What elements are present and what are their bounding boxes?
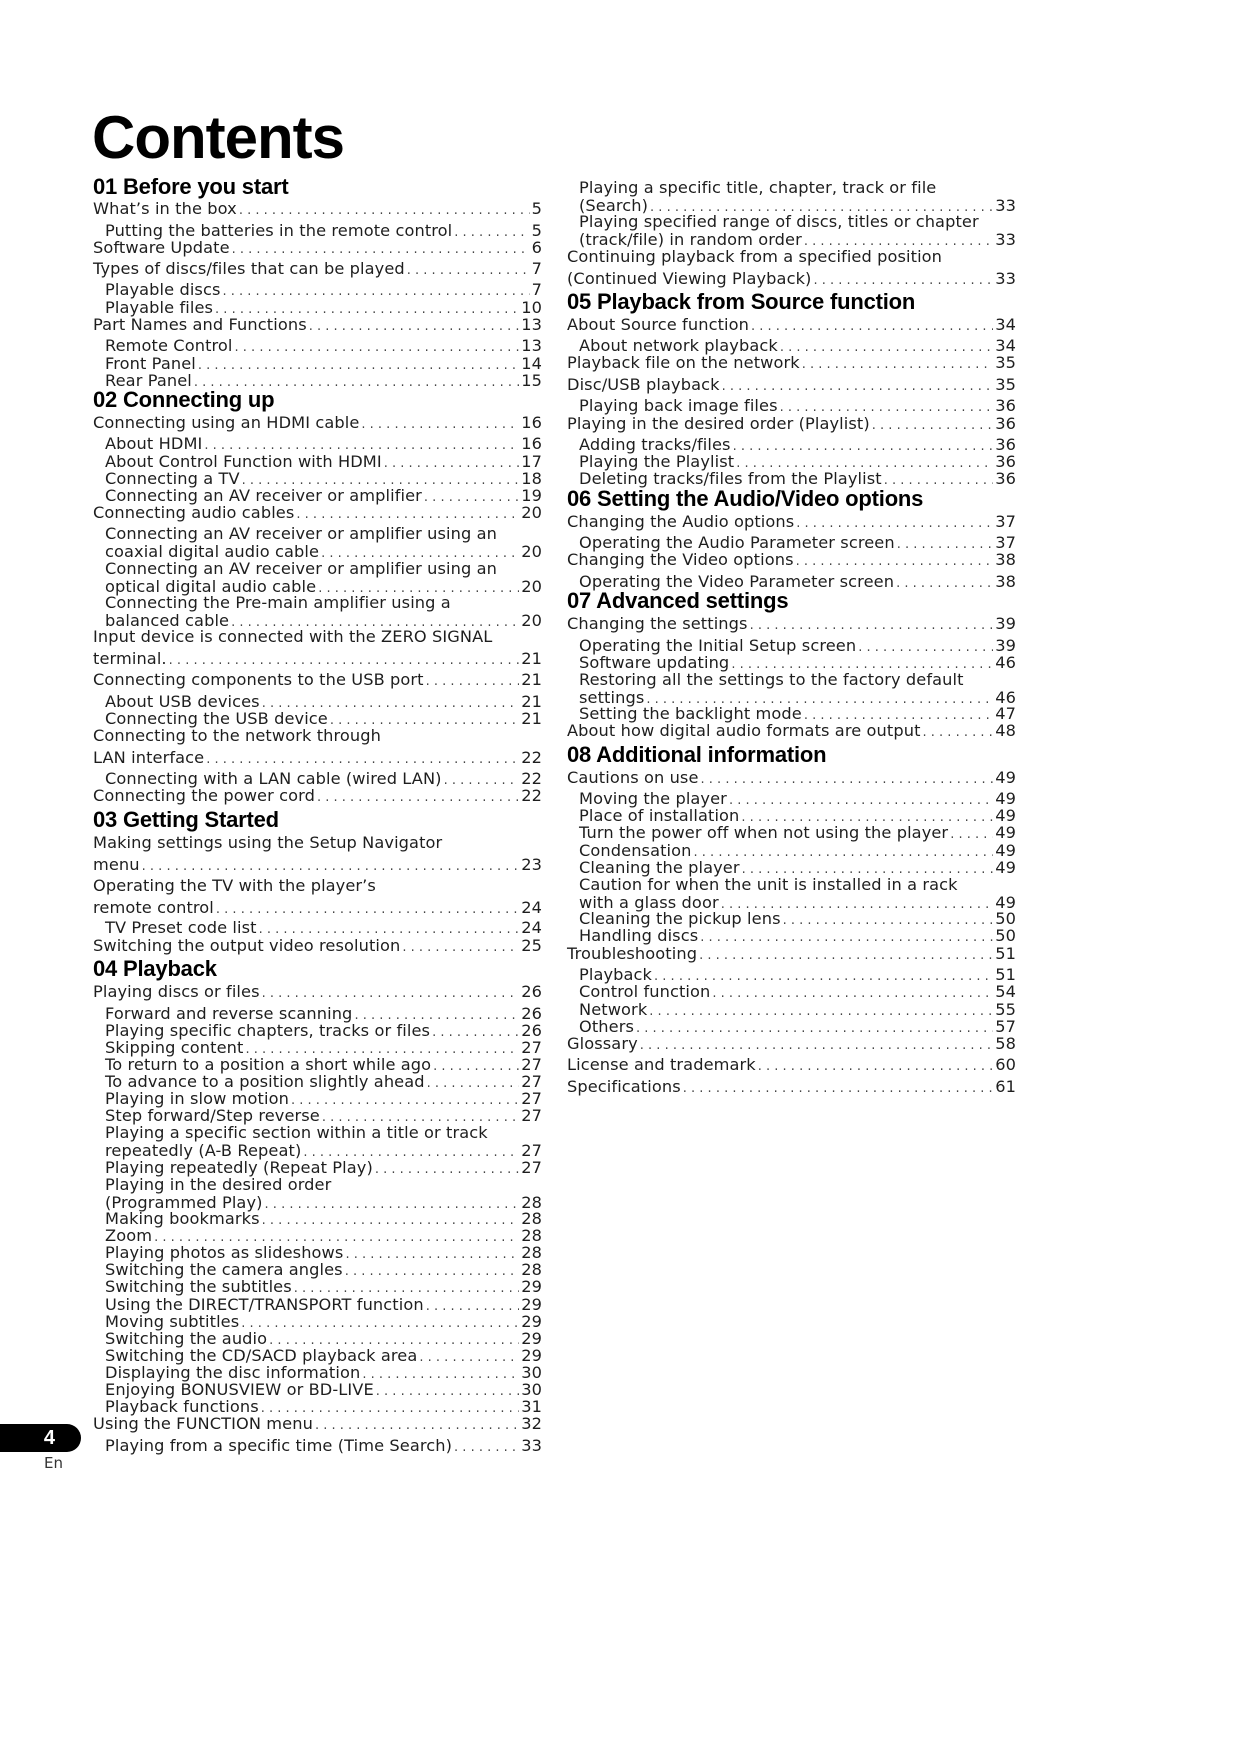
toc-entry-title: Turn the power off when not using the player bbox=[579, 823, 949, 842]
toc-entry-title: Playing back image files bbox=[579, 396, 778, 415]
toc-entry-title: Step forward/Step reverse bbox=[105, 1106, 320, 1125]
toc-entry-title-line1: Restoring all the settings to the factory default bbox=[579, 670, 964, 689]
toc-entry-title: Connecting with a LAN cable (wired LAN) bbox=[105, 769, 442, 788]
toc-entry-title: Operating the Initial Setup screen bbox=[579, 636, 857, 655]
toc-entry-title: Displaying the disc information bbox=[105, 1363, 361, 1382]
toc-entry-title-line1: Connecting an AV receiver or amplifier using an bbox=[105, 524, 498, 543]
dot-leader bbox=[796, 553, 994, 571]
dot-leader bbox=[315, 1417, 519, 1435]
toc-entry-page: 54 bbox=[995, 982, 1016, 1001]
toc-entry-page: 38 bbox=[995, 572, 1016, 591]
toc-entry[interactable] bbox=[93, 983, 542, 1003]
page-number-badge: 4 bbox=[0, 1424, 81, 1452]
toc-entry[interactable] bbox=[567, 1056, 1016, 1076]
toc-entry[interactable] bbox=[567, 248, 1016, 290]
section-heading: 07 Advanced settings bbox=[567, 588, 789, 613]
toc-entry-title: Switching the CD/SACD playback area bbox=[105, 1346, 418, 1365]
toc-entry-title: Playback file on the network bbox=[567, 353, 800, 372]
toc-entry-title: Playing photos as slideshows bbox=[105, 1243, 344, 1262]
toc-entry-title: Moving subtitles bbox=[105, 1312, 240, 1331]
dot-leader bbox=[454, 1439, 519, 1457]
toc-entry-page: 58 bbox=[995, 1034, 1016, 1053]
toc-entry-page: 24 bbox=[521, 918, 542, 937]
toc-entry-title-line1: Connecting the Pre-main amplifier using a bbox=[105, 593, 451, 612]
toc-entry-page: 49 bbox=[995, 768, 1016, 787]
toc-entry[interactable] bbox=[567, 945, 1016, 965]
toc-entry-title: Playing specific chapters, tracks or files bbox=[105, 1021, 431, 1040]
dot-leader bbox=[262, 985, 520, 1003]
toc-entry-title: Condensation bbox=[579, 841, 692, 860]
dot-leader bbox=[407, 262, 530, 280]
toc-entry-page: 36 bbox=[995, 452, 1016, 471]
toc-entry-page: 35 bbox=[995, 375, 1016, 394]
toc-entry-page: 37 bbox=[995, 512, 1016, 531]
toc-entry-title-line1: Connecting to the network through bbox=[93, 726, 382, 745]
toc-entry-title: (Search) bbox=[579, 196, 649, 215]
toc-entry-title: Setting the backlight mode bbox=[579, 704, 802, 723]
toc-entry-page: 36 bbox=[995, 396, 1016, 415]
toc-entry-page: 33 bbox=[521, 1436, 542, 1455]
toc-entry-title: Playing in the desired order (Playlist) bbox=[567, 414, 870, 433]
toc-entry[interactable] bbox=[93, 414, 542, 434]
toc-entry[interactable] bbox=[93, 937, 542, 957]
toc-entry-title: Connecting components to the USB port bbox=[93, 670, 424, 689]
toc-entry-title: TV Preset code list bbox=[105, 918, 257, 937]
toc-entry-page: 7 bbox=[531, 259, 542, 278]
dot-leader bbox=[701, 771, 994, 789]
toc-entry-page: 20 bbox=[521, 577, 542, 596]
toc-entry-page: 35 bbox=[995, 353, 1016, 372]
toc-entry-page: 18 bbox=[521, 469, 542, 488]
dot-leader bbox=[216, 901, 519, 919]
page-title: Contents bbox=[92, 104, 344, 171]
toc-entry-title: Troubleshooting bbox=[567, 944, 698, 963]
toc-entry-page: 21 bbox=[521, 670, 542, 689]
dot-leader bbox=[751, 318, 993, 336]
dot-leader bbox=[169, 652, 520, 670]
toc-entry-title: Place of installation bbox=[579, 806, 740, 825]
toc-entry-title: Connecting audio cables bbox=[93, 503, 295, 522]
toc-entry-page: 36 bbox=[995, 414, 1016, 433]
toc-entry[interactable] bbox=[567, 376, 1016, 396]
toc-entry-page: 26 bbox=[521, 1004, 542, 1023]
toc-entry-title: To advance to a position slightly ahead bbox=[105, 1072, 425, 1091]
toc-entry-title: About Source function bbox=[567, 315, 749, 334]
toc-entry-page: 27 bbox=[521, 1072, 542, 1091]
toc-entry-title: Forward and reverse scanning bbox=[105, 1004, 353, 1023]
toc-entry-title: Skipping content bbox=[105, 1038, 244, 1057]
toc-entry-page: 6 bbox=[531, 238, 542, 257]
toc-entry-page: 48 bbox=[995, 721, 1016, 740]
toc-entry-page: 30 bbox=[521, 1380, 542, 1399]
toc-entry-page: 23 bbox=[521, 855, 542, 874]
toc-entry-page: 29 bbox=[521, 1312, 542, 1331]
toc-entry-title: Switching the camera angles bbox=[105, 1260, 343, 1279]
toc-entry-title: Connecting the USB device bbox=[105, 709, 328, 728]
toc-entry-title: Rear Panel bbox=[105, 371, 192, 390]
dot-leader bbox=[232, 241, 530, 259]
dot-leader bbox=[309, 318, 519, 336]
toc-entry-page: 5 bbox=[531, 199, 542, 218]
toc-entry-page: 28 bbox=[521, 1193, 542, 1212]
dot-leader bbox=[813, 272, 993, 290]
toc-entry[interactable] bbox=[93, 727, 542, 769]
toc-entry[interactable] bbox=[93, 200, 542, 220]
toc-entry-page: 19 bbox=[521, 486, 542, 505]
toc-entry-title: Moving the player bbox=[579, 789, 727, 808]
section-heading: 06 Setting the Audio/Video options bbox=[567, 486, 924, 511]
toc-entry-title: Changing the Audio options bbox=[567, 512, 795, 531]
toc-entry-page: 46 bbox=[995, 688, 1016, 707]
dot-leader bbox=[640, 1037, 993, 1055]
toc-entry-page: 33 bbox=[995, 196, 1016, 215]
dot-leader bbox=[361, 416, 519, 434]
toc-entry-page: 29 bbox=[521, 1329, 542, 1348]
toc-entry-page: 21 bbox=[521, 709, 542, 728]
toc-entry-title: Disc/USB playback bbox=[567, 375, 720, 394]
toc-entry-page: 31 bbox=[521, 1397, 542, 1416]
dot-leader bbox=[722, 378, 994, 396]
dot-leader bbox=[896, 575, 993, 593]
toc-entry-title: Cleaning the pickup lens bbox=[579, 909, 781, 928]
toc-entry-page: 25 bbox=[521, 936, 542, 955]
toc-entry[interactable] bbox=[567, 354, 1016, 374]
section-heading: 02 Connecting up bbox=[93, 387, 275, 412]
toc-entry-title: To return to a position a short while ago bbox=[105, 1055, 432, 1074]
toc-entry-page: 27 bbox=[521, 1141, 542, 1160]
toc-entry-title-line1: Playing a specific title, chapter, track or file bbox=[579, 178, 937, 197]
toc-entry-page: 51 bbox=[995, 944, 1016, 963]
toc-entry[interactable] bbox=[93, 316, 542, 336]
toc-entry-title: Playable discs bbox=[105, 280, 221, 299]
toc-entry-title-line1: Playing a specific section within a title or track bbox=[105, 1123, 488, 1142]
toc-entry[interactable] bbox=[93, 671, 542, 691]
toc-entry[interactable] bbox=[93, 260, 542, 280]
toc-entry-page: 5 bbox=[531, 221, 542, 240]
toc-entry-page: 10 bbox=[521, 298, 542, 317]
toc-entry-title-line1: Playing in the desired order bbox=[105, 1175, 332, 1194]
toc-entry-title: Playable files bbox=[105, 298, 214, 317]
toc-entry-title: Playback bbox=[579, 965, 653, 984]
toc-entry-page: 27 bbox=[521, 1055, 542, 1074]
toc-entry-page: 36 bbox=[995, 469, 1016, 488]
toc-entry-page: 55 bbox=[995, 1000, 1016, 1019]
toc-entry-page: 29 bbox=[521, 1295, 542, 1314]
toc-entry-title: with a glass door bbox=[579, 893, 719, 912]
toc-entry-page: 33 bbox=[995, 230, 1016, 249]
toc-entry[interactable] bbox=[93, 504, 542, 524]
toc-entry-page: 28 bbox=[521, 1243, 542, 1262]
toc-entry-title-line1: Connecting an AV receiver or amplifier using an bbox=[105, 559, 498, 578]
dot-leader bbox=[802, 356, 993, 374]
toc-entry-page: 16 bbox=[521, 413, 542, 432]
toc-entry-page: 49 bbox=[995, 858, 1016, 877]
toc-entry-title: Cautions on use bbox=[567, 768, 699, 787]
toc-entry-title: Switching the output video resolution bbox=[93, 936, 401, 955]
toc-entry[interactable] bbox=[93, 834, 542, 876]
toc-entry-title: Playing discs or files bbox=[93, 982, 260, 1001]
toc-entry-page: 34 bbox=[995, 315, 1016, 334]
toc-entry-title: Zoom bbox=[105, 1226, 153, 1245]
toc-entry-title: Software updating bbox=[579, 653, 730, 672]
toc-entry-title: Switching the subtitles bbox=[105, 1277, 292, 1296]
toc-entry-page: 22 bbox=[521, 769, 542, 788]
toc-entry-title-line1: Continuing playback from a specified position bbox=[567, 247, 943, 266]
toc-entry-page: 61 bbox=[995, 1077, 1016, 1096]
toc-entry-title: terminal. bbox=[93, 649, 167, 668]
toc-entry-page: 49 bbox=[995, 893, 1016, 912]
toc-entry-page: 26 bbox=[521, 1021, 542, 1040]
toc-entry-page: 39 bbox=[995, 614, 1016, 633]
toc-entry[interactable] bbox=[105, 525, 542, 563]
toc-entry-title: remote control bbox=[93, 898, 214, 917]
toc-entry-title: Software Update bbox=[93, 238, 230, 257]
toc-entry-page: 27 bbox=[521, 1038, 542, 1057]
toc-entry-title: Using the FUNCTION menu bbox=[93, 1414, 313, 1433]
toc-entry-page: 24 bbox=[521, 898, 542, 917]
toc-entry-page: 39 bbox=[995, 636, 1016, 655]
toc-entry-page: 27 bbox=[521, 1089, 542, 1108]
toc-entry-title: Front Panel bbox=[105, 354, 196, 373]
dot-leader bbox=[402, 939, 519, 957]
toc-entry-page: 28 bbox=[521, 1209, 542, 1228]
toc-entry-page: 29 bbox=[521, 1346, 542, 1365]
toc-entry[interactable] bbox=[567, 769, 1016, 789]
toc-entry-title: Specifications bbox=[567, 1077, 681, 1096]
toc-entry[interactable] bbox=[567, 513, 1016, 533]
toc-entry[interactable] bbox=[567, 615, 1016, 635]
toc-entry[interactable] bbox=[567, 1078, 1016, 1098]
toc-entry-title-line1: Operating the TV with the player’s bbox=[93, 876, 376, 895]
dot-leader bbox=[683, 1080, 993, 1098]
toc-entry-title: Making bookmarks bbox=[105, 1209, 260, 1228]
dot-leader bbox=[239, 202, 530, 220]
toc-entry-title: Network bbox=[579, 1000, 648, 1019]
toc-entry-page: 20 bbox=[521, 503, 542, 522]
toc-entry-title: Playing in slow motion bbox=[105, 1089, 289, 1108]
toc-entry-page: 26 bbox=[521, 982, 542, 1001]
toc-entry-title: optical digital audio cable bbox=[105, 577, 317, 596]
toc-entry-title: Control function bbox=[579, 982, 711, 1001]
toc-entry-page: 50 bbox=[995, 926, 1016, 945]
toc-entry[interactable] bbox=[567, 1035, 1016, 1055]
toc-entry-title: Deleting tracks/files from the Playlist bbox=[579, 469, 882, 488]
toc-entry-page: 27 bbox=[521, 1106, 542, 1125]
toc-entry-title: repeatedly (A-B Repeat) bbox=[105, 1141, 302, 1160]
toc-entry[interactable] bbox=[567, 551, 1016, 571]
section-heading: 08 Additional information bbox=[567, 742, 827, 767]
toc-entry-page: 28 bbox=[521, 1260, 542, 1279]
toc-entry-page: 13 bbox=[521, 336, 542, 355]
toc-entry-title: Connecting using an HDMI cable bbox=[93, 413, 360, 432]
toc-entry-title: About Control Function with HDMI bbox=[105, 452, 382, 471]
toc-entry-page: 27 bbox=[521, 1158, 542, 1177]
toc-entry-page: 28 bbox=[521, 1226, 542, 1245]
section-heading: 01 Before you start bbox=[93, 174, 289, 199]
toc-entry-page: 13 bbox=[521, 315, 542, 334]
dot-leader bbox=[296, 506, 519, 524]
dot-leader bbox=[206, 751, 519, 769]
toc-entry-title: settings bbox=[579, 688, 645, 707]
toc-entry-title: Cleaning the player bbox=[579, 858, 740, 877]
toc-entry-page: 29 bbox=[521, 1277, 542, 1296]
dot-leader bbox=[872, 417, 993, 435]
toc-entry-title: Using the DIRECT/TRANSPORT function bbox=[105, 1295, 424, 1314]
toc-entry-title: Playing the Playlist bbox=[579, 452, 735, 471]
toc-entry-page: 14 bbox=[521, 354, 542, 373]
toc-entry-title: Putting the batteries in the remote control bbox=[105, 221, 453, 240]
section-heading: 05 Playback from Source function bbox=[567, 289, 916, 314]
section-heading: 03 Getting Started bbox=[93, 807, 279, 832]
toc-entry-page: 22 bbox=[521, 786, 542, 805]
toc-entry-page: 34 bbox=[995, 336, 1016, 355]
toc-entry-title: Enjoying BONUSVIEW or BD-LIVE bbox=[105, 1380, 374, 1399]
toc-entry-page: 36 bbox=[995, 435, 1016, 454]
dot-leader bbox=[758, 1058, 993, 1076]
toc-entry-page: 30 bbox=[521, 1363, 542, 1382]
toc-entry-page: 51 bbox=[995, 965, 1016, 984]
toc-entry[interactable] bbox=[93, 787, 542, 807]
toc-entry-page: 47 bbox=[995, 704, 1016, 723]
toc-entry-title: Part Names and Functions bbox=[93, 315, 307, 334]
toc-entry-title: Operating the Video Parameter screen bbox=[579, 572, 895, 591]
toc-entry[interactable] bbox=[93, 628, 542, 670]
toc-entry-page: 17 bbox=[521, 452, 542, 471]
toc-entry-page: 49 bbox=[995, 841, 1016, 860]
toc-entry-page: 38 bbox=[995, 550, 1016, 569]
toc-entry-title: balanced cable bbox=[105, 611, 230, 630]
toc-entry-page: 32 bbox=[521, 1414, 542, 1433]
toc-entry-title: Others bbox=[579, 1017, 634, 1036]
toc-entry-title: (track/file) in random order bbox=[579, 230, 802, 249]
toc-entry[interactable] bbox=[93, 239, 542, 259]
toc-entry-title: About how digital audio formats are output bbox=[567, 721, 921, 740]
toc-entry-page: 49 bbox=[995, 823, 1016, 842]
toc-entry-title-line1: Caution for when the unit is installed in a rack bbox=[579, 875, 958, 894]
toc-entry-page: 60 bbox=[995, 1055, 1016, 1074]
toc-entry-title: Operating the Audio Parameter screen bbox=[579, 533, 895, 552]
toc-entry-title: Playback functions bbox=[105, 1397, 259, 1416]
toc-entry-title: (Continued Viewing Playback) bbox=[567, 269, 812, 288]
toc-entry[interactable] bbox=[105, 1124, 542, 1162]
toc-entry-title: Playing from a specific time (Time Search) bbox=[105, 1436, 453, 1455]
toc-entry-title: Connecting an AV receiver or amplifier bbox=[105, 486, 422, 505]
toc-entry-title-line1: Playing specified range of discs, titles or chapter bbox=[579, 212, 979, 231]
toc-entry[interactable] bbox=[105, 1437, 542, 1457]
toc-entry-page: 20 bbox=[521, 611, 542, 630]
toc-entry-title: Adding tracks/files bbox=[579, 435, 731, 454]
toc-entry-page: 22 bbox=[521, 748, 542, 767]
toc-entry[interactable] bbox=[93, 1415, 542, 1435]
toc-entry-title: menu bbox=[93, 855, 140, 874]
toc-entry-page: 49 bbox=[995, 789, 1016, 808]
toc-entry-page: 20 bbox=[521, 542, 542, 561]
dot-leader bbox=[142, 858, 520, 876]
toc-entry-title: Changing the settings bbox=[567, 614, 748, 633]
toc-entry-title: coaxial digital audio cable bbox=[105, 542, 320, 561]
dot-leader bbox=[923, 724, 994, 742]
toc-entry[interactable] bbox=[93, 877, 542, 919]
toc-entry-page: 37 bbox=[995, 533, 1016, 552]
toc-entry-title: What’s in the box bbox=[93, 199, 237, 218]
toc-entry[interactable] bbox=[567, 722, 1016, 742]
toc-entry-page: 15 bbox=[521, 371, 542, 390]
toc-entry-page: 21 bbox=[521, 649, 542, 668]
toc-entry-title: Changing the Video options bbox=[567, 550, 794, 569]
toc-entry-title: Glossary bbox=[567, 1034, 638, 1053]
dot-leader bbox=[796, 515, 993, 533]
toc-entry-page: 46 bbox=[995, 653, 1016, 672]
section-heading: 04 Playback bbox=[93, 956, 217, 981]
toc-entry[interactable] bbox=[579, 213, 1016, 251]
dot-leader bbox=[699, 947, 993, 965]
toc-entry-title: Playing repeatedly (Repeat Play) bbox=[105, 1158, 373, 1177]
toc-entry-title: Types of discs/files that can be played bbox=[93, 259, 405, 278]
toc-entry-page: 7 bbox=[531, 280, 542, 299]
toc-entry-title: Switching the audio bbox=[105, 1329, 268, 1348]
toc-entry-title: About USB devices bbox=[105, 692, 260, 711]
toc-entry-page: 49 bbox=[995, 806, 1016, 825]
toc-entry-title: About network playback bbox=[579, 336, 778, 355]
toc-entry-title: (Programmed Play) bbox=[105, 1193, 263, 1212]
toc-entry-page: 21 bbox=[521, 692, 542, 711]
toc-entry-title: About HDMI bbox=[105, 434, 203, 453]
toc-entry-title: LAN interface bbox=[93, 748, 205, 767]
toc-entry-page: 50 bbox=[995, 909, 1016, 928]
toc-entry-title: License and trademark bbox=[567, 1055, 756, 1074]
toc-entry-page: 16 bbox=[521, 434, 542, 453]
toc-entry-title: Connecting a TV bbox=[105, 469, 240, 488]
toc-entry[interactable] bbox=[567, 415, 1016, 435]
dot-leader bbox=[317, 789, 519, 807]
toc-entry-title: Remote Control bbox=[105, 336, 233, 355]
toc-entry-page: 33 bbox=[995, 269, 1016, 288]
toc-entry-title: Handling discs bbox=[579, 926, 699, 945]
toc-entry-title-line1: Making settings using the Setup Navigator bbox=[93, 833, 443, 852]
dot-leader bbox=[750, 617, 994, 635]
language-label: En bbox=[44, 1454, 63, 1472]
dot-leader bbox=[426, 673, 520, 691]
toc-entry-title: Connecting the power cord bbox=[93, 786, 315, 805]
toc-entry-page: 57 bbox=[995, 1017, 1016, 1036]
toc-entry-title-line1: Input device is connected with the ZERO SIGNAL bbox=[93, 627, 493, 646]
toc-entry[interactable] bbox=[567, 316, 1016, 336]
